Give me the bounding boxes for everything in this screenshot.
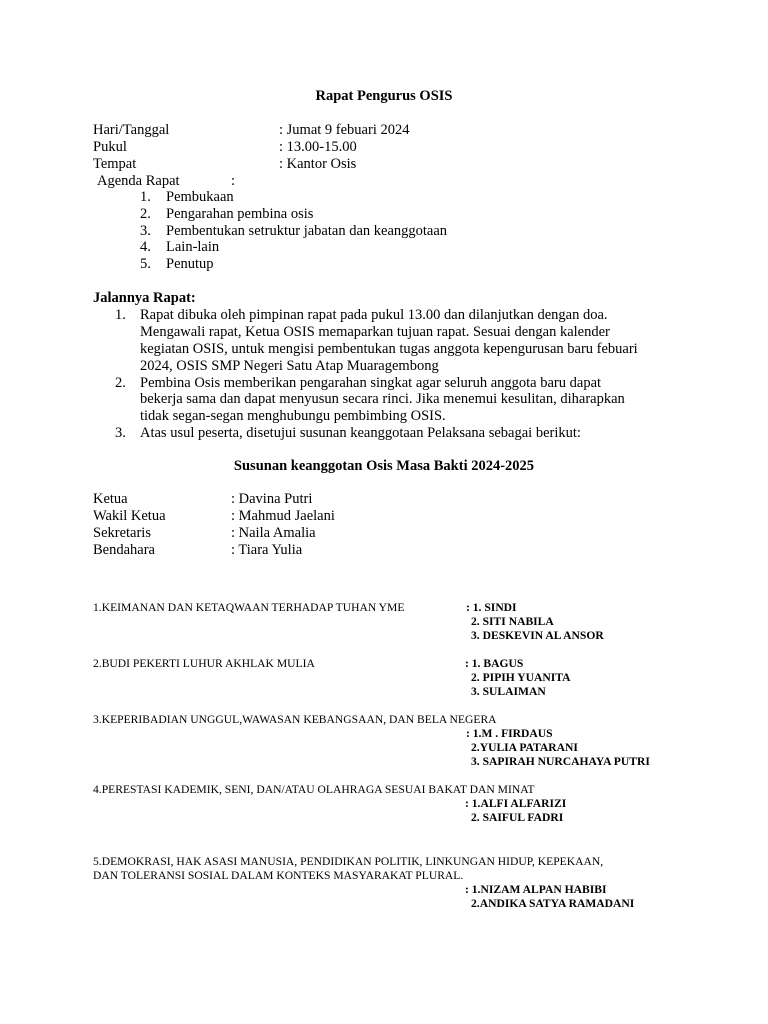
proceedings-line: Pembina Osis memberikan pengarahan singkat agar seluruh anggota baru dapat [140, 375, 602, 391]
proceedings-line: tidak segan-segan menghubungu pembimbing OSIS. [140, 408, 446, 424]
section-heading: 5.DEMOKRASI, HAK ASASI MANUSIA, PENDIDIKAN POLITIK, LINKUNGAN HIDUP, KEPEKAAN, [93, 855, 604, 868]
agenda-item: 3. Pembentukan setruktur jabatan dan keanggotaan [140, 222, 448, 239]
officer-name: : Tiara Yulia [231, 542, 303, 558]
pukul-value: : 13.00-15.00 [279, 139, 357, 155]
tempat-label: Tempat [93, 156, 137, 172]
section-member: : 1. BAGUS [465, 657, 524, 670]
section-member: : 1.M . FIRDAUS [466, 727, 553, 740]
section-member: : 1.ALFI ALFARIZI [465, 797, 567, 810]
agenda-item: 2. Pengarahan pembina osis [140, 205, 314, 222]
structure-heading: Susunan keanggotan Osis Masa Bakti 2024-2025 [233, 458, 535, 474]
proceedings-number: 3. [115, 425, 126, 441]
proceedings-line: kegiatan OSIS, untuk mengisi pembentukan tugas anggota kepengurusan baru febuari [140, 341, 638, 357]
section-member: 2.YULIA PATARANI [471, 741, 578, 754]
proceedings-number: 2. [115, 375, 126, 391]
section-member: 2. SAIFUL FADRI [471, 811, 564, 824]
agenda-colon: : [231, 173, 236, 189]
section-member: 2. SITI NABILA [471, 615, 554, 628]
proceedings-line: Atas usul peserta, disetujui susunan keanggotaan Pelaksana sebagai berikut: [140, 425, 581, 441]
page-title: Rapat Pengurus OSIS [315, 88, 453, 104]
section-heading: 4.PERESTASI KADEMIK, SENI, DAN/ATAU OLAHRAGA SESUAI BAKAT DAN MINAT [93, 783, 535, 796]
agenda-label: Agenda Rapat [97, 173, 180, 189]
section-member: : 1. SINDI [466, 601, 517, 614]
agenda-item: 1. Pembukaan [140, 189, 234, 205]
section-heading: 2.BUDI PEKERTI LUHUR AKHLAK MULIA [93, 657, 315, 670]
officer-name: : Naila Amalia [231, 525, 316, 541]
section-heading: 3.KEPERIBADIAN UNGGUL,WAWASAN KEBANGSAAN, DAN BELA NEGERA [93, 713, 497, 726]
hari-label: Hari/Tanggal [93, 122, 170, 138]
officer-role: Ketua [93, 491, 128, 507]
officer-role: Wakil Ketua [93, 508, 166, 524]
officer-role: Sekretaris [93, 525, 151, 541]
officer-name: : Mahmud Jaelani [231, 508, 335, 524]
proceedings-heading: Jalannya Rapat: [93, 290, 196, 306]
section-member: 2. PIPIH YUANITA [471, 671, 571, 684]
tempat-value: : Kantor Osis [279, 156, 357, 172]
section-heading: 1.KEIMANAN DAN KETAQWAAN TERHADAP TUHAN YME [93, 601, 405, 614]
section-member: : 1.NIZAM ALPAN HABIBI [465, 883, 607, 896]
officer-name: : Davina Putri [231, 491, 313, 507]
proceedings-line: Mengawali rapat, Ketua OSIS memaparkan tujuan rapat. Sesuai dengan kalender [140, 324, 610, 340]
pukul-label: Pukul [93, 139, 127, 155]
section-member: 2.ANDIKA SATYA RAMADANI [471, 897, 635, 910]
agenda-item: 4. Lain-lain [140, 239, 220, 256]
proceedings-line: 2024, OSIS SMP Negeri Satu Atap Muaragembong [140, 358, 439, 374]
hari-value: : Jumat 9 febuari 2024 [279, 122, 410, 138]
officer-role: Bendahara [93, 542, 155, 558]
section-member: 3. SAPIRAH NURCAHAYA PUTRI [471, 755, 650, 768]
agenda-item: 5. Penutup [140, 256, 214, 273]
proceedings-number: 1. [115, 307, 126, 323]
agenda-list [140, 189, 448, 273]
section-member: 3. SULAIMAN [471, 685, 546, 698]
proceedings-line: bekerja sama dan dapat menyusun secara rinci. Jika menemui kesulitan, diharapkan [140, 391, 625, 407]
section-heading-cont: DAN TOLERANSI SOSIAL DALAM KONTEKS MASYARAKAT PLURAL. [93, 869, 464, 882]
section-member: 3. DESKEVIN AL ANSOR [471, 629, 604, 642]
proceedings-line: Rapat dibuka oleh pimpinan rapat pada pukul 13.00 dan dilanjutkan dengan doa. [140, 307, 608, 323]
